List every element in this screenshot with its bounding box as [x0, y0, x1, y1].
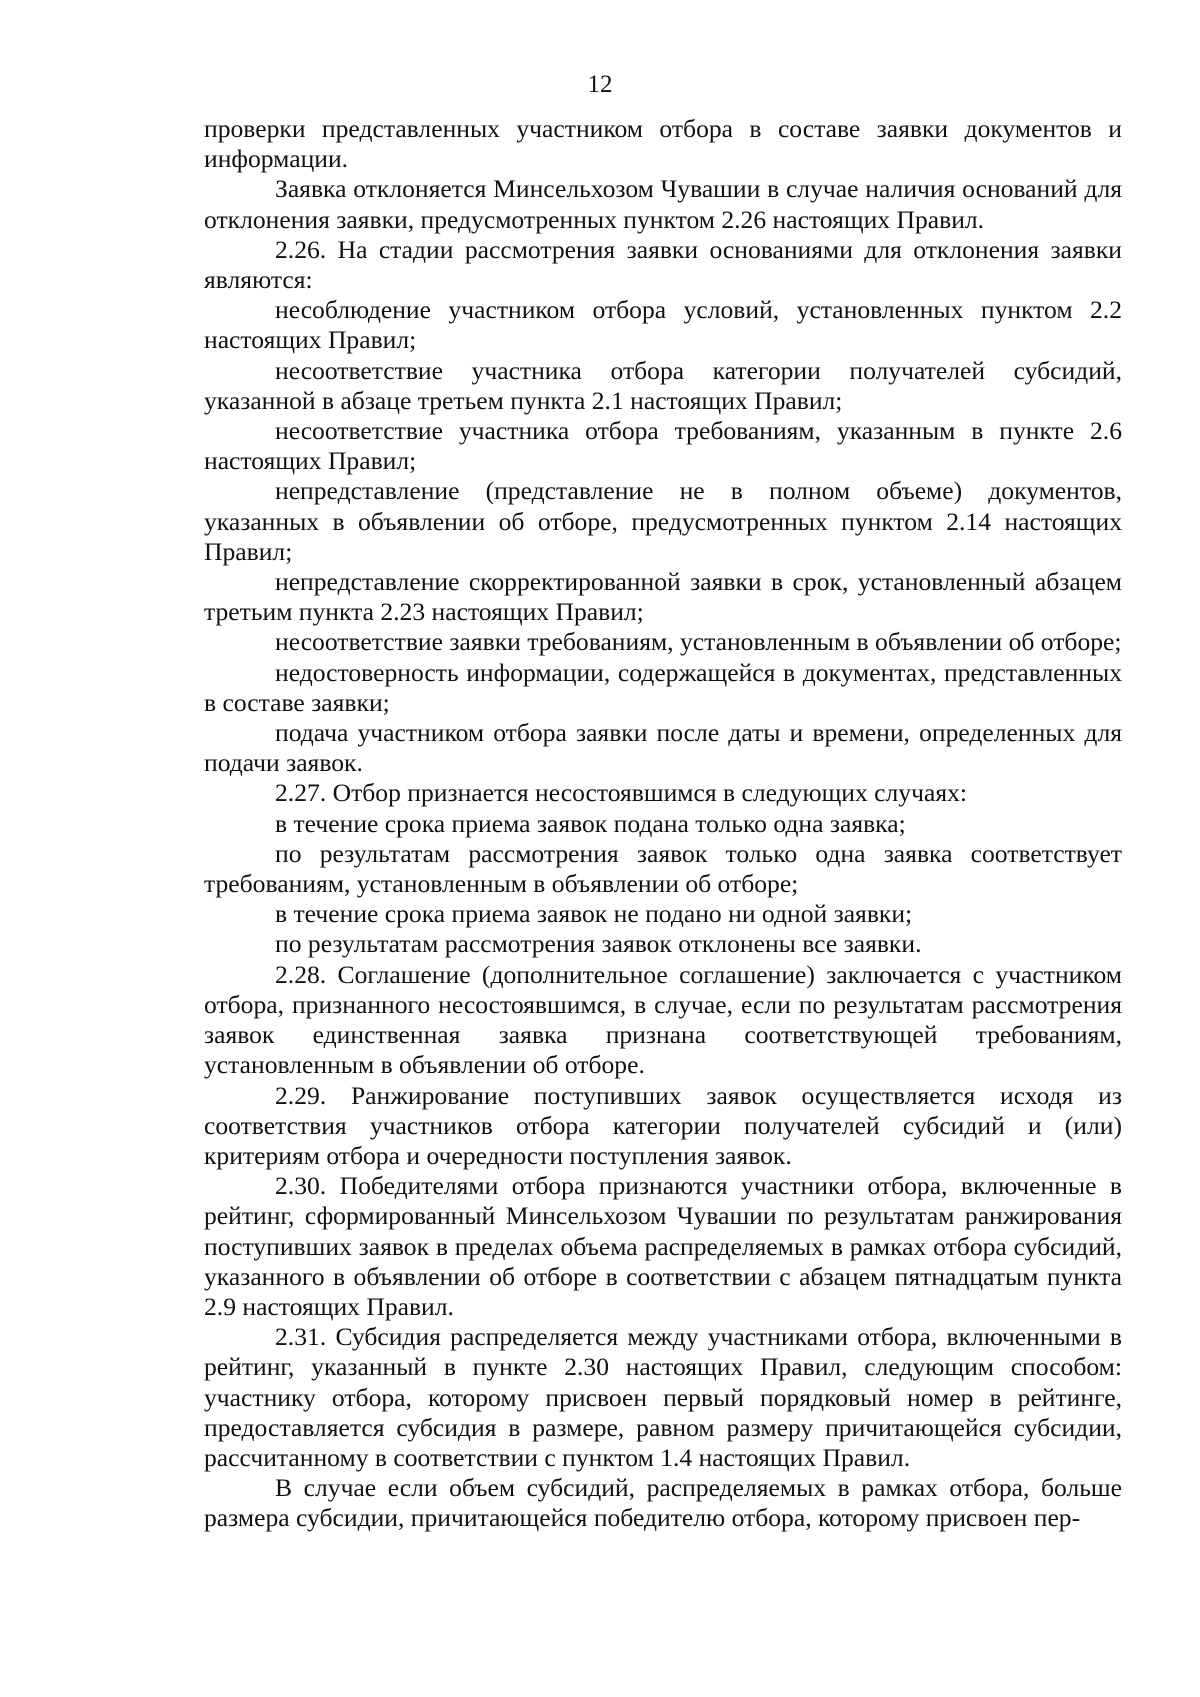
document-body — [204, 114, 1122, 1534]
paragraph: 2.28. Соглашение (дополнительное соглашение) заключается с участником отбора, признанного несостоявшимся, в случае, если по результатам рассмотрения заявок единственная заявка признана соответствующей требованиям, установленным в объявлении об отборе. — [204, 959, 1122, 1080]
paragraph: В случае если объем субсидий, распределяемых в рамках отбора, больше размера субсидии, причитающейся победителю отбора, которому присвоен пер- — [204, 1473, 1122, 1533]
paragraph: 2.29. Ранжирование поступивших заявок осуществляется исходя из соответствия участников отбора категории получателей субсидий и (или) критериям отбора и очередности поступления заявок. — [204, 1080, 1122, 1170]
paragraph: непредставление (представление не в полном объеме) документов, указанных в объявлении об отборе, предусмотренных пунктом 2.14 настоящих Правил; — [204, 476, 1122, 566]
paragraph: недостоверность информации, содержащейся в документах, представленных в составе заявки; — [204, 657, 1122, 717]
paragraph: несоблюдение участником отбора условий, установленных пунктом 2.2 настоящих Правил; — [204, 295, 1122, 355]
paragraph: 2.27. Отбор признается несостоявшимся в следующих случаях: — [275, 778, 968, 808]
paragraph: несоответствие заявки требованиям, установленным в объявлении об отборе; — [275, 627, 1122, 657]
paragraph: несоответствие участника отбора требованиям, указанным в пункте 2.6 настоящих Правил; — [204, 416, 1122, 476]
paragraph: несоответствие участника отбора категории получателей субсидий, указанной в абзаце третьем пункта 2.1 настоящих Правил; — [204, 355, 1122, 415]
paragraph: непредставление скорректированной заявки в срок, установленный абзацем третьим пункта 2.23 настоящих Правил; — [204, 567, 1122, 627]
paragraph: по результатам рассмотрения заявок отклонены все заявки. — [275, 929, 922, 959]
paragraph: 2.31. Субсидия распределяется между участниками отбора, включенными в рейтинг, указанный в пункте 2.30 настоящих Правил, следующим способом: участнику отбора, которому присвоен первый порядковый номер в рейтинге, предоставляется субсидия в размере, равном размеру причитающейся субсидии, рассчитанному в соответствии с пунктом 1.4 настоящих Правил. — [204, 1322, 1122, 1472]
paragraph: по результатам рассмотрения заявок только одна заявка соответствует требованиям, установленным в объявлении об отборе; — [204, 838, 1122, 899]
paragraph: Заявка отклоняется Минсельхозом Чувашии в случае наличия оснований для отклонения заявки, предусмотренных пунктом 2.26 настоящих Правил. — [204, 174, 1122, 234]
paragraph: 2.30. Победителями отбора признаются участники отбора, включенные в рейтинг, сформированный Минсельхозом Чувашии по результатам ранжирования поступивших заявок в пределах объема распределяемых в рамках отбора субсидий, указанного в объявлении об отборе в соответствии с абзацем пятнадцатым пункта 2.9 настоящих Правил. — [204, 1171, 1122, 1321]
paragraph: подача участником отбора заявки после даты и времени, определенных для подачи заявок. — [204, 718, 1122, 778]
paragraph: в течение срока приема заявок подана только одна заявка; — [275, 808, 906, 838]
paragraph: 2.26. На стадии рассмотрения заявки основаниями для отклонения заявки являются: — [204, 234, 1122, 295]
paragraph: проверки представленных участником отбора в составе заявки документов и информации. — [204, 114, 1122, 174]
paragraph: в течение срока приема заявок не подано ни одной заявки; — [275, 899, 913, 929]
page-number: 12 — [587, 71, 613, 98]
